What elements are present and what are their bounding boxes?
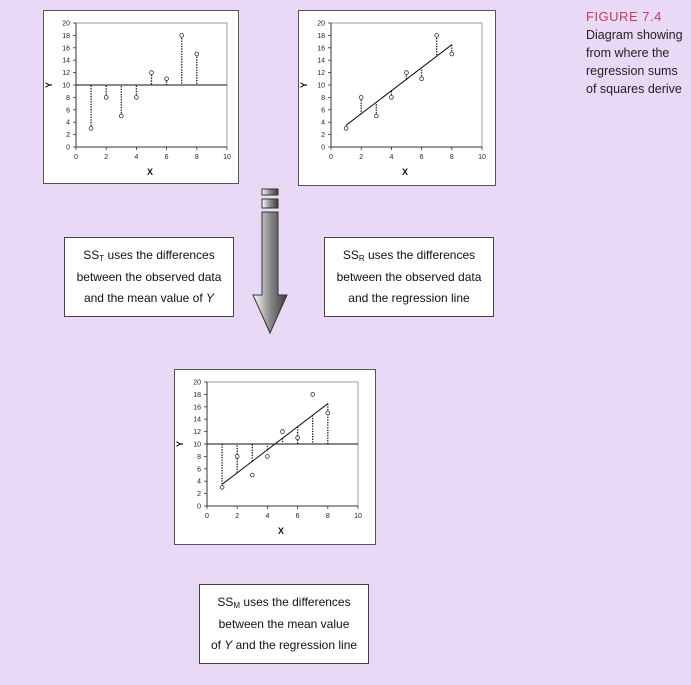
ssm-line-2: between the mean value xyxy=(218,616,350,631)
data-point xyxy=(450,52,454,56)
x-tick-label: 8 xyxy=(194,154,199,161)
y-tick-label: 6 xyxy=(66,107,70,115)
x-tick-label: 10 xyxy=(223,154,231,161)
data-point xyxy=(374,114,378,118)
y-tick-label: 14 xyxy=(193,416,201,424)
ssm-line-3-var: Y xyxy=(224,638,233,652)
caption-line-3: regression sums xyxy=(586,64,678,78)
y-tick-label: 6 xyxy=(197,466,201,474)
y-tick-label: 18 xyxy=(193,391,201,399)
data-point xyxy=(420,77,424,81)
sst-description-box xyxy=(64,237,234,317)
sst-line-3-var: Y xyxy=(206,291,215,305)
figure-caption-text xyxy=(586,26,686,98)
ssm-line-3 xyxy=(200,635,368,657)
y-tick-label: 10 xyxy=(317,82,325,90)
ssr-line-1 xyxy=(325,245,493,267)
y-tick-label: 0 xyxy=(321,144,325,152)
sst-line-1-text: uses the differences xyxy=(107,248,215,262)
ssm-subscript: M xyxy=(233,601,241,610)
y-tick-label: 2 xyxy=(66,132,70,140)
x-tick-label: 4 xyxy=(134,154,139,161)
y-tick-label: 4 xyxy=(66,119,70,127)
figure-label: FIGURE 7.4 xyxy=(586,9,662,24)
data-point xyxy=(326,411,330,415)
y-tick-label: 16 xyxy=(193,404,201,412)
chart-model-panel xyxy=(174,369,376,545)
y-tick-label: 8 xyxy=(321,94,325,102)
x-tick-label: 2 xyxy=(104,154,109,161)
x-tick-label: 10 xyxy=(478,154,486,161)
data-point xyxy=(344,127,348,131)
chart-residual-svg xyxy=(299,11,495,185)
data-point xyxy=(311,393,315,397)
ssm-line-1-text: uses the differences xyxy=(243,595,351,609)
caption-line-4: of squares derive xyxy=(586,82,682,96)
y-tick-label: 20 xyxy=(193,379,201,387)
y-tick-label: 2 xyxy=(321,132,325,140)
y-tick-label: 10 xyxy=(193,441,201,449)
x-tick-label: 8 xyxy=(449,154,454,161)
chart-total-svg xyxy=(44,11,238,183)
sst-line-3 xyxy=(65,288,233,310)
y-tick-label: 14 xyxy=(317,57,325,65)
y-tick-label: 8 xyxy=(66,94,70,102)
down-arrow-icon xyxy=(250,187,290,335)
data-point xyxy=(220,486,224,490)
sst-line-3-text: and the mean value of xyxy=(83,291,207,305)
y-tick-label: 16 xyxy=(317,45,325,53)
ssr-symbol: SS xyxy=(342,248,359,262)
x-tick-label: 2 xyxy=(359,154,364,161)
data-point xyxy=(119,114,123,118)
y-tick-label: 18 xyxy=(317,32,325,40)
y-tick-label: 0 xyxy=(66,144,70,152)
chart-total-group xyxy=(44,21,231,178)
x-tick-label: 4 xyxy=(265,513,270,520)
data-point xyxy=(165,77,169,81)
x-tick-label: 6 xyxy=(295,513,300,520)
y-axis-title: Y xyxy=(299,81,309,89)
y-tick-label: 8 xyxy=(197,453,201,461)
chart-residual-group xyxy=(299,21,486,178)
y-tick-label: 18 xyxy=(62,32,70,40)
ssr-subscript: R xyxy=(358,254,365,263)
y-tick-label: 16 xyxy=(62,45,70,53)
x-tick-label: 0 xyxy=(205,513,209,520)
chart-model-group xyxy=(175,380,362,537)
y-tick-label: 10 xyxy=(62,82,70,90)
y-tick-label: 12 xyxy=(193,429,201,437)
y-axis-title: Y xyxy=(44,81,54,89)
x-tick-label: 2 xyxy=(235,513,240,520)
x-axis-title: X xyxy=(146,167,153,177)
sst-line-2: between the observed data xyxy=(76,269,222,284)
data-point xyxy=(150,71,154,75)
data-point xyxy=(180,34,184,38)
x-tick-label: 0 xyxy=(329,154,333,161)
ssr-line-2: between the observed data xyxy=(336,269,482,284)
y-tick-label: 4 xyxy=(197,478,201,486)
regression-line xyxy=(346,45,452,126)
y-tick-label: 20 xyxy=(317,20,325,28)
sst-line-1 xyxy=(65,245,233,267)
x-tick-label: 4 xyxy=(389,154,394,161)
data-point xyxy=(195,52,199,56)
ssr-description-box xyxy=(324,237,494,317)
ssr-line-1-text: uses the differences xyxy=(367,248,476,262)
sst-symbol: SS xyxy=(83,248,100,262)
ssm-line-1 xyxy=(200,592,368,614)
data-point xyxy=(296,436,300,440)
x-tick-label: 6 xyxy=(164,154,169,161)
figure-caption xyxy=(586,9,686,98)
data-point xyxy=(359,96,363,100)
x-tick-label: 10 xyxy=(354,513,362,520)
y-axis-title: Y xyxy=(175,440,185,448)
data-point xyxy=(89,127,93,131)
data-point xyxy=(135,96,139,100)
chart-total-panel xyxy=(43,10,239,184)
data-point xyxy=(405,71,409,75)
caption-line-2: from where the xyxy=(586,46,670,60)
y-tick-label: 20 xyxy=(62,20,70,28)
x-axis-title: X xyxy=(401,167,408,177)
y-tick-label: 12 xyxy=(62,70,70,78)
ssm-symbol: SS xyxy=(217,595,234,609)
y-tick-label: 0 xyxy=(197,503,201,511)
y-tick-label: 6 xyxy=(321,107,325,115)
data-point xyxy=(390,96,394,100)
chart-model-svg xyxy=(175,370,375,544)
data-point xyxy=(435,34,439,38)
ssm-description-box xyxy=(199,584,369,664)
x-axis-title: X xyxy=(277,526,284,536)
y-tick-label: 2 xyxy=(197,491,201,499)
data-point xyxy=(235,455,239,459)
data-point xyxy=(266,455,270,459)
caption-line-1: Diagram showing xyxy=(586,28,683,42)
data-point xyxy=(281,430,285,434)
ssm-line-3-post: and the regression line xyxy=(232,638,358,652)
y-tick-label: 12 xyxy=(317,70,325,78)
x-tick-label: 6 xyxy=(419,154,424,161)
chart-residual-panel xyxy=(298,10,496,186)
x-tick-label: 0 xyxy=(74,154,78,161)
y-tick-label: 4 xyxy=(321,119,325,127)
data-point xyxy=(104,96,108,100)
y-tick-label: 14 xyxy=(62,57,70,65)
ssm-line-3-pre: of xyxy=(210,638,225,652)
sst-subscript: T xyxy=(99,254,105,263)
x-tick-label: 8 xyxy=(325,513,330,520)
plot-frame xyxy=(331,23,482,147)
ssr-line-3: and the regression line xyxy=(348,291,470,305)
data-point xyxy=(250,473,254,477)
